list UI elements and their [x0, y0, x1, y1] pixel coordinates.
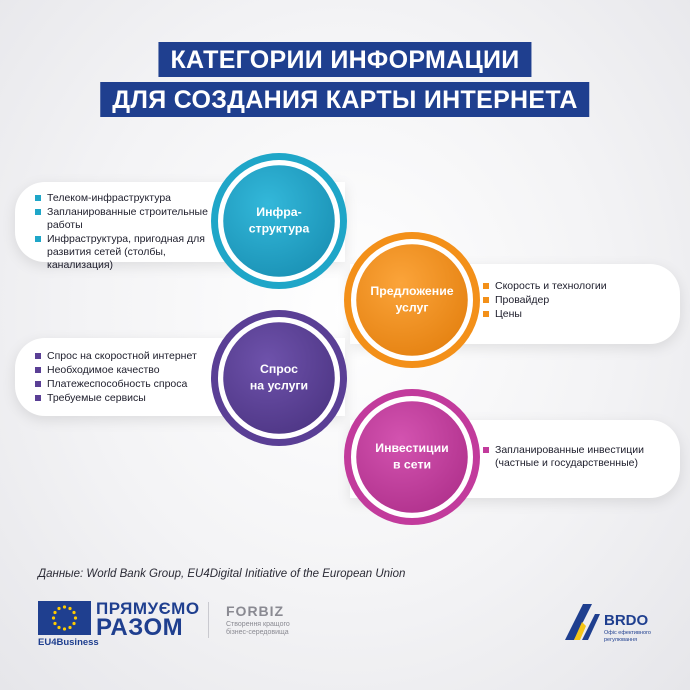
- brdo-tagline: Офіс ефективного регулювання: [604, 630, 651, 643]
- bullet-icon: [35, 395, 41, 401]
- forbiz-tagline: Створення кращого бізнес-середовища: [226, 621, 290, 636]
- eu4business-label: EU4Business: [38, 637, 99, 648]
- source-note: Данные: World Bank Group, EU4Digital Initiative of the European Union: [38, 568, 406, 580]
- node-label-line1: Спрос: [259, 362, 299, 377]
- list-item: Инфраструктура, пригодная для развития сетей (столбы, канализация): [35, 233, 210, 272]
- bullet-icon: [35, 381, 41, 387]
- bullet-icon: [483, 447, 489, 453]
- node-label-line2: в сети: [392, 457, 432, 472]
- investment-node: [356, 401, 468, 513]
- bullet-icon: [35, 236, 41, 242]
- razom-label: РАЗОМ: [96, 614, 184, 641]
- list-item: Цены: [483, 308, 680, 321]
- title-line-1: КАТЕГОРИИ ИНФОРМАЦИИ: [158, 42, 531, 77]
- list-item: Платежеспособность спроса: [35, 378, 345, 391]
- list-item: Провайдер: [483, 294, 680, 307]
- list-item: Запланированные строительные работы: [35, 206, 210, 232]
- demand-node: [223, 322, 335, 434]
- list-item: Необходимое качество: [35, 364, 345, 377]
- forbiz-logo: FORBIZ: [226, 603, 285, 619]
- services-offer-node: [356, 244, 468, 356]
- list-item: Телеком-инфраструктура: [35, 192, 210, 205]
- node-label-line2: услуг: [395, 300, 429, 315]
- bullet-icon: [35, 195, 41, 201]
- brdo-label: BRDO: [604, 612, 649, 629]
- brdo-logo-icon: [562, 600, 602, 644]
- bullet-icon: [483, 297, 489, 303]
- eu-stars-icon: [38, 601, 91, 635]
- pryamuyemo-label: ПРЯМУЄМО: [96, 599, 200, 618]
- node-label-line1: Предложение: [370, 284, 454, 299]
- node-label-line2: на услуги: [249, 378, 309, 393]
- list-item: Требуемые сервисы: [35, 392, 345, 405]
- infrastructure-node: [223, 165, 335, 277]
- list-item: Спрос на скоростной интернет: [35, 350, 345, 363]
- node-label-line2: структура: [248, 221, 310, 236]
- bullet-icon: [483, 283, 489, 289]
- bullet-icon: [35, 367, 41, 373]
- node-label-line1: Инвестиции: [375, 441, 449, 456]
- bullet-icon: [35, 209, 41, 215]
- eu-flag-logo: [38, 601, 91, 635]
- list-item: Скорость и технологии: [483, 280, 680, 293]
- list-item: Запланированные инвестиции (частные и государственные): [483, 444, 658, 470]
- node-label-line1: Инфра-: [256, 205, 302, 220]
- title-line-2: ДЛЯ СОЗДАНИЯ КАРТЫ ИНТЕРНЕТА: [100, 82, 589, 117]
- bullet-icon: [35, 353, 41, 359]
- logo-divider: [208, 602, 209, 638]
- bullet-icon: [483, 311, 489, 317]
